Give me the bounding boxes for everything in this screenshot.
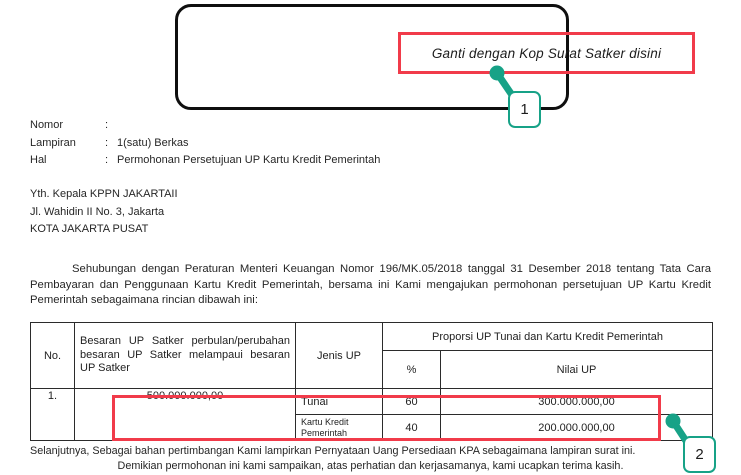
recipient-line: KOTA JAKARTA PUSAT (30, 223, 149, 235)
meta-row-hal (30, 152, 380, 170)
table-header-proporsi: Proporsi UP Tunai dan Kartu Kredit Pemerintah (383, 323, 713, 351)
letterhead-placeholder-text: Ganti dengan Kop Surat Satker disini (431, 45, 662, 61)
table-highlight-box (112, 395, 661, 441)
meta-label: Lampiran (30, 136, 76, 149)
table-header-nilai-up: Nilai UP (441, 351, 713, 389)
opening-paragraph: Sehubungan dengan Peraturan Menteri Keuangan Nomor 196/MK.05/2018 tanggal 31 Desember 2018 tentang Tata Cara Pembayaran dan Penggunaan Kartu Kredit Pemerintah, bersama ini Kami mengajukan permohonan persetujuan UP Kartu Kredit Pemerintah sebagaimana rincian dibawah ini: (30, 263, 711, 306)
meta-row-lampiran (30, 135, 380, 153)
meta-label: Hal (30, 154, 47, 166)
table-header-persen: % (383, 351, 441, 389)
meta-label: Nomor (30, 119, 64, 131)
meta-value: 1(satu) Berkas (117, 136, 189, 149)
callout-1-label: 1 (520, 101, 529, 118)
table-cell-no: 1. (31, 389, 75, 441)
table-cell-jenis-kkp: Kartu Kredit Pemerintah (296, 415, 383, 441)
closing-line-1: Selanjutnya, Sebagai bahan pertimbangan Kami lampirkan Pernyataan Uang Persediaan KPA sebagaimana lampiran surat ini. (30, 445, 636, 457)
meta-colon: : (105, 154, 109, 166)
table-cell-persen-tunai: 60 (383, 389, 441, 415)
table-cell-jenis-tunai: Tunai (296, 389, 383, 415)
table-cell-nilai-kkp: 200.000.000,00 (441, 415, 713, 441)
table-cell-nilai-tunai: 300.000.000,00 (441, 389, 713, 415)
callout-2-label: 2 (695, 446, 704, 463)
table-cell-persen-kkp: 40 (383, 415, 441, 441)
meta-colon: : (105, 136, 109, 149)
meta-value: Permohonan Persetujuan UP Kartu Kredit Pemerintah (117, 154, 381, 166)
recipient-line: Yth. Kepala KPPN JAKARTAII (30, 188, 178, 200)
table-header-no: No. (31, 323, 75, 389)
callout-1-marker (508, 91, 541, 128)
recipient-line: Jl. Wahidin II No. 3, Jakarta (30, 205, 165, 218)
letter-meta (30, 117, 380, 170)
table-header-besaran: Besaran UP Satker perbulan/perubahan besaran UP Satker melampaui besaran UP Satker (75, 323, 296, 389)
meta-row-nomor (30, 117, 380, 135)
table-cell-besaran: 500.000.000,00 (75, 389, 296, 441)
letterhead-highlight-box (398, 32, 695, 74)
recipient-block (30, 186, 178, 239)
callout-2-marker (683, 436, 716, 473)
closing-line-2: Demikian permohonan ini kami sampaikan, atas perhatian dan kerjasamanya, kami ucapkan terima kasih. (117, 459, 624, 472)
meta-colon: : (105, 119, 109, 131)
table-header-jenis-up: Jenis UP (296, 323, 383, 389)
